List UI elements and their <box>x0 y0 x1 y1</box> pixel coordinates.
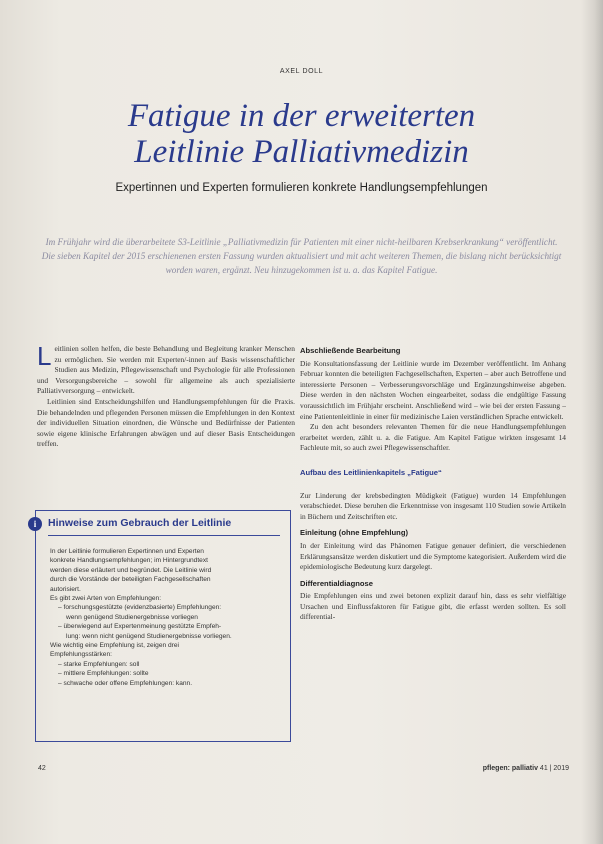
info-box-body <box>50 547 278 688</box>
info-box-line: – forschungsgestützte (evidenzbasierte) Empfehlungen: <box>58 604 222 612</box>
col2-paragraph-3: Zur Linderung der krebsbedingten Müdigkeit (Fatigue) wurden 14 Empfehlungen verabschiedet. Diese beruhen die Erkenntnisse von insgesamt 110 Studien sowie Artikeln in Büchern und Zeitschriften etc. <box>300 490 566 521</box>
info-box-line: konkrete Handlungsempfehlungen; im Hintergrundtext <box>50 557 208 565</box>
info-box-title: Hinweise zum Gebrauch der Leitlinie <box>48 517 232 529</box>
info-box-line: In der Leitlinie formulieren Expertinnen und Experten <box>50 548 204 555</box>
info-box-line: durch die Vorstände der beteiligten Fachgesellschaften <box>50 576 211 584</box>
heading-differentialdiagnose: Differentialdiagnose <box>300 578 373 588</box>
title-line-2: Leitlinie Palliativmedizin <box>134 134 469 170</box>
info-box-line: wenn genügend Studienergebnisse vorliegen <box>66 613 198 621</box>
heading-einleitung: Einleitung (ohne Empfehlung) <box>300 528 408 538</box>
title-line-1: Fatigue in der erweiterten <box>127 98 476 134</box>
col1-paragraph-2: Leitlinien sind Entscheidungshilfen und Handlungsempfehlungen für die Praxis. Die behandelnden und pflegenden Personen müssen die Empfehlungen in den Kontext der individuellen Situation einordnen, die Wünsche und Bedürfnisse der Patienten sowie eigene klinische Erfahrungen abwägen und auf dieser Basis Entscheidungen treffen. <box>37 396 295 449</box>
info-icon: i <box>28 517 42 531</box>
page-spine-shadow <box>581 0 603 844</box>
info-box-line: – mittlere Empfehlungen: sollte <box>58 670 149 678</box>
col2-paragraph-2: Zu den acht besonders relevanten Themen für die neue Handlungsempfehlungen erarbeitet werden, zählt u. a. die Fatigue. Am Kapitel Fatigue wirkten insgesamt 14 Fachleute mit, so auch zwei Pflegewissenschaftler. <box>300 422 566 453</box>
heading-aufbau-fatigue: Aufbau des Leitlinienkapitels „Fatigue“ <box>300 467 442 477</box>
info-box-line: Empfehlungsstärken: <box>50 651 112 659</box>
info-box-line: – starke Empfehlungen: soll <box>58 660 140 668</box>
magazine-name: pflegen: palliativ <box>482 765 538 772</box>
heading-abschliessende-bearbeitung: Abschließende Bearbeitung <box>300 346 401 355</box>
lead-paragraph: Im Frühjahr wird die überarbeitete S3-Leitlinie „Palliativmedizin für Patienten mit einer nicht-heilbaren Krebserkrankung“ veröffentlicht. Die sieben Kapitel der 2015 erschienenen ersten Fassung wurden aktualisiert und mit acht weiteren Themen, die bislang nicht berücksichtigt worden waren, ergänzt. Neu hinzugekommen ist u. a. das Kapitel Fatigue. <box>41 237 562 275</box>
footer-magazine <box>483 765 569 772</box>
col2-paragraph-1: Die Konsultationsfassung der Leitlinie wurde im Dezember veröffentlicht. Im Anhang Februar konnten die beteiligten Fachgesellschaften, Experten – aber auch Betroffene und interessierte Personen – Verbesserungsvorschläge und Ergänzungshinweise abgeben. Diese werden in den nächsten Wochen eingearbeitet, sodass die endgültige Fassung voraussichtlich im Frühjahr erscheint. Anschließend wird – wie bei der ersten Fassung – eine Patientenleitlinie in einer für medizinische Laien verständlichen Sprache entwickelt. <box>300 358 566 421</box>
page-number: 42 <box>38 765 46 772</box>
column-left <box>37 341 295 450</box>
article-subtitle: Expertinnen und Experten formulieren konkrete Handlungsempfehlungen <box>115 182 488 194</box>
magazine-issue: 41 | 2019 <box>539 765 569 772</box>
info-box-line: – überwiegend auf Expertenmeinung gestützte Empfeh- <box>58 623 222 631</box>
article-title <box>20 98 583 170</box>
col2-paragraph-5: Die Empfehlungen eins und zwei betonen explizit darauf hin, dass es sehr vielfältige Ursachen und Einflussfaktoren für Fatigue gibt, die erfasst werden sollten. Es soll differential- <box>300 591 566 622</box>
info-box-divider <box>48 535 280 536</box>
info-box-line: Wie wichtig eine Empfehlung ist, zeigen drei <box>50 642 180 650</box>
col1-paragraph-1: eitlinien sollen helfen, die beste Behandlung und Begleitung kranker Menschen zu ermöglichen. Sie werden mit Experten/-innen auf Basis wissenschaftlicher Studien aus Medizin, Pflegewissenschaft und Psychologie für alle Professionen und Versorgungsbereiche – sowohl für allgemeine als auch spezialisierte Palliativversorgung – entwickelt. <box>37 344 295 396</box>
info-box <box>35 510 291 742</box>
col2-paragraph-4: In der Einleitung wird das Phänomen Fatigue genauer definiert, die verschiedenen Erklärungsansätze werden diskutiert und die Symptome kategorisiert. Außerdem wird die epidemiologische Bedeutung kurz dargelegt. <box>300 540 566 572</box>
info-box-line: werden diese erläutert und begründet. Die Leitlinie wird <box>50 566 212 574</box>
column-right <box>300 346 566 629</box>
info-box-line: Es gibt zwei Arten von Empfehlungen: <box>50 595 162 603</box>
author: AXEL DOLL <box>279 68 324 75</box>
info-box-line: autorisiert. <box>50 585 81 593</box>
drop-cap: L <box>37 341 52 371</box>
info-box-line: – schwache oder offene Empfehlungen: kann. <box>58 679 193 687</box>
info-box-line: lung: wenn nicht genügend Studienergebnisse vorliegen. <box>66 632 232 640</box>
